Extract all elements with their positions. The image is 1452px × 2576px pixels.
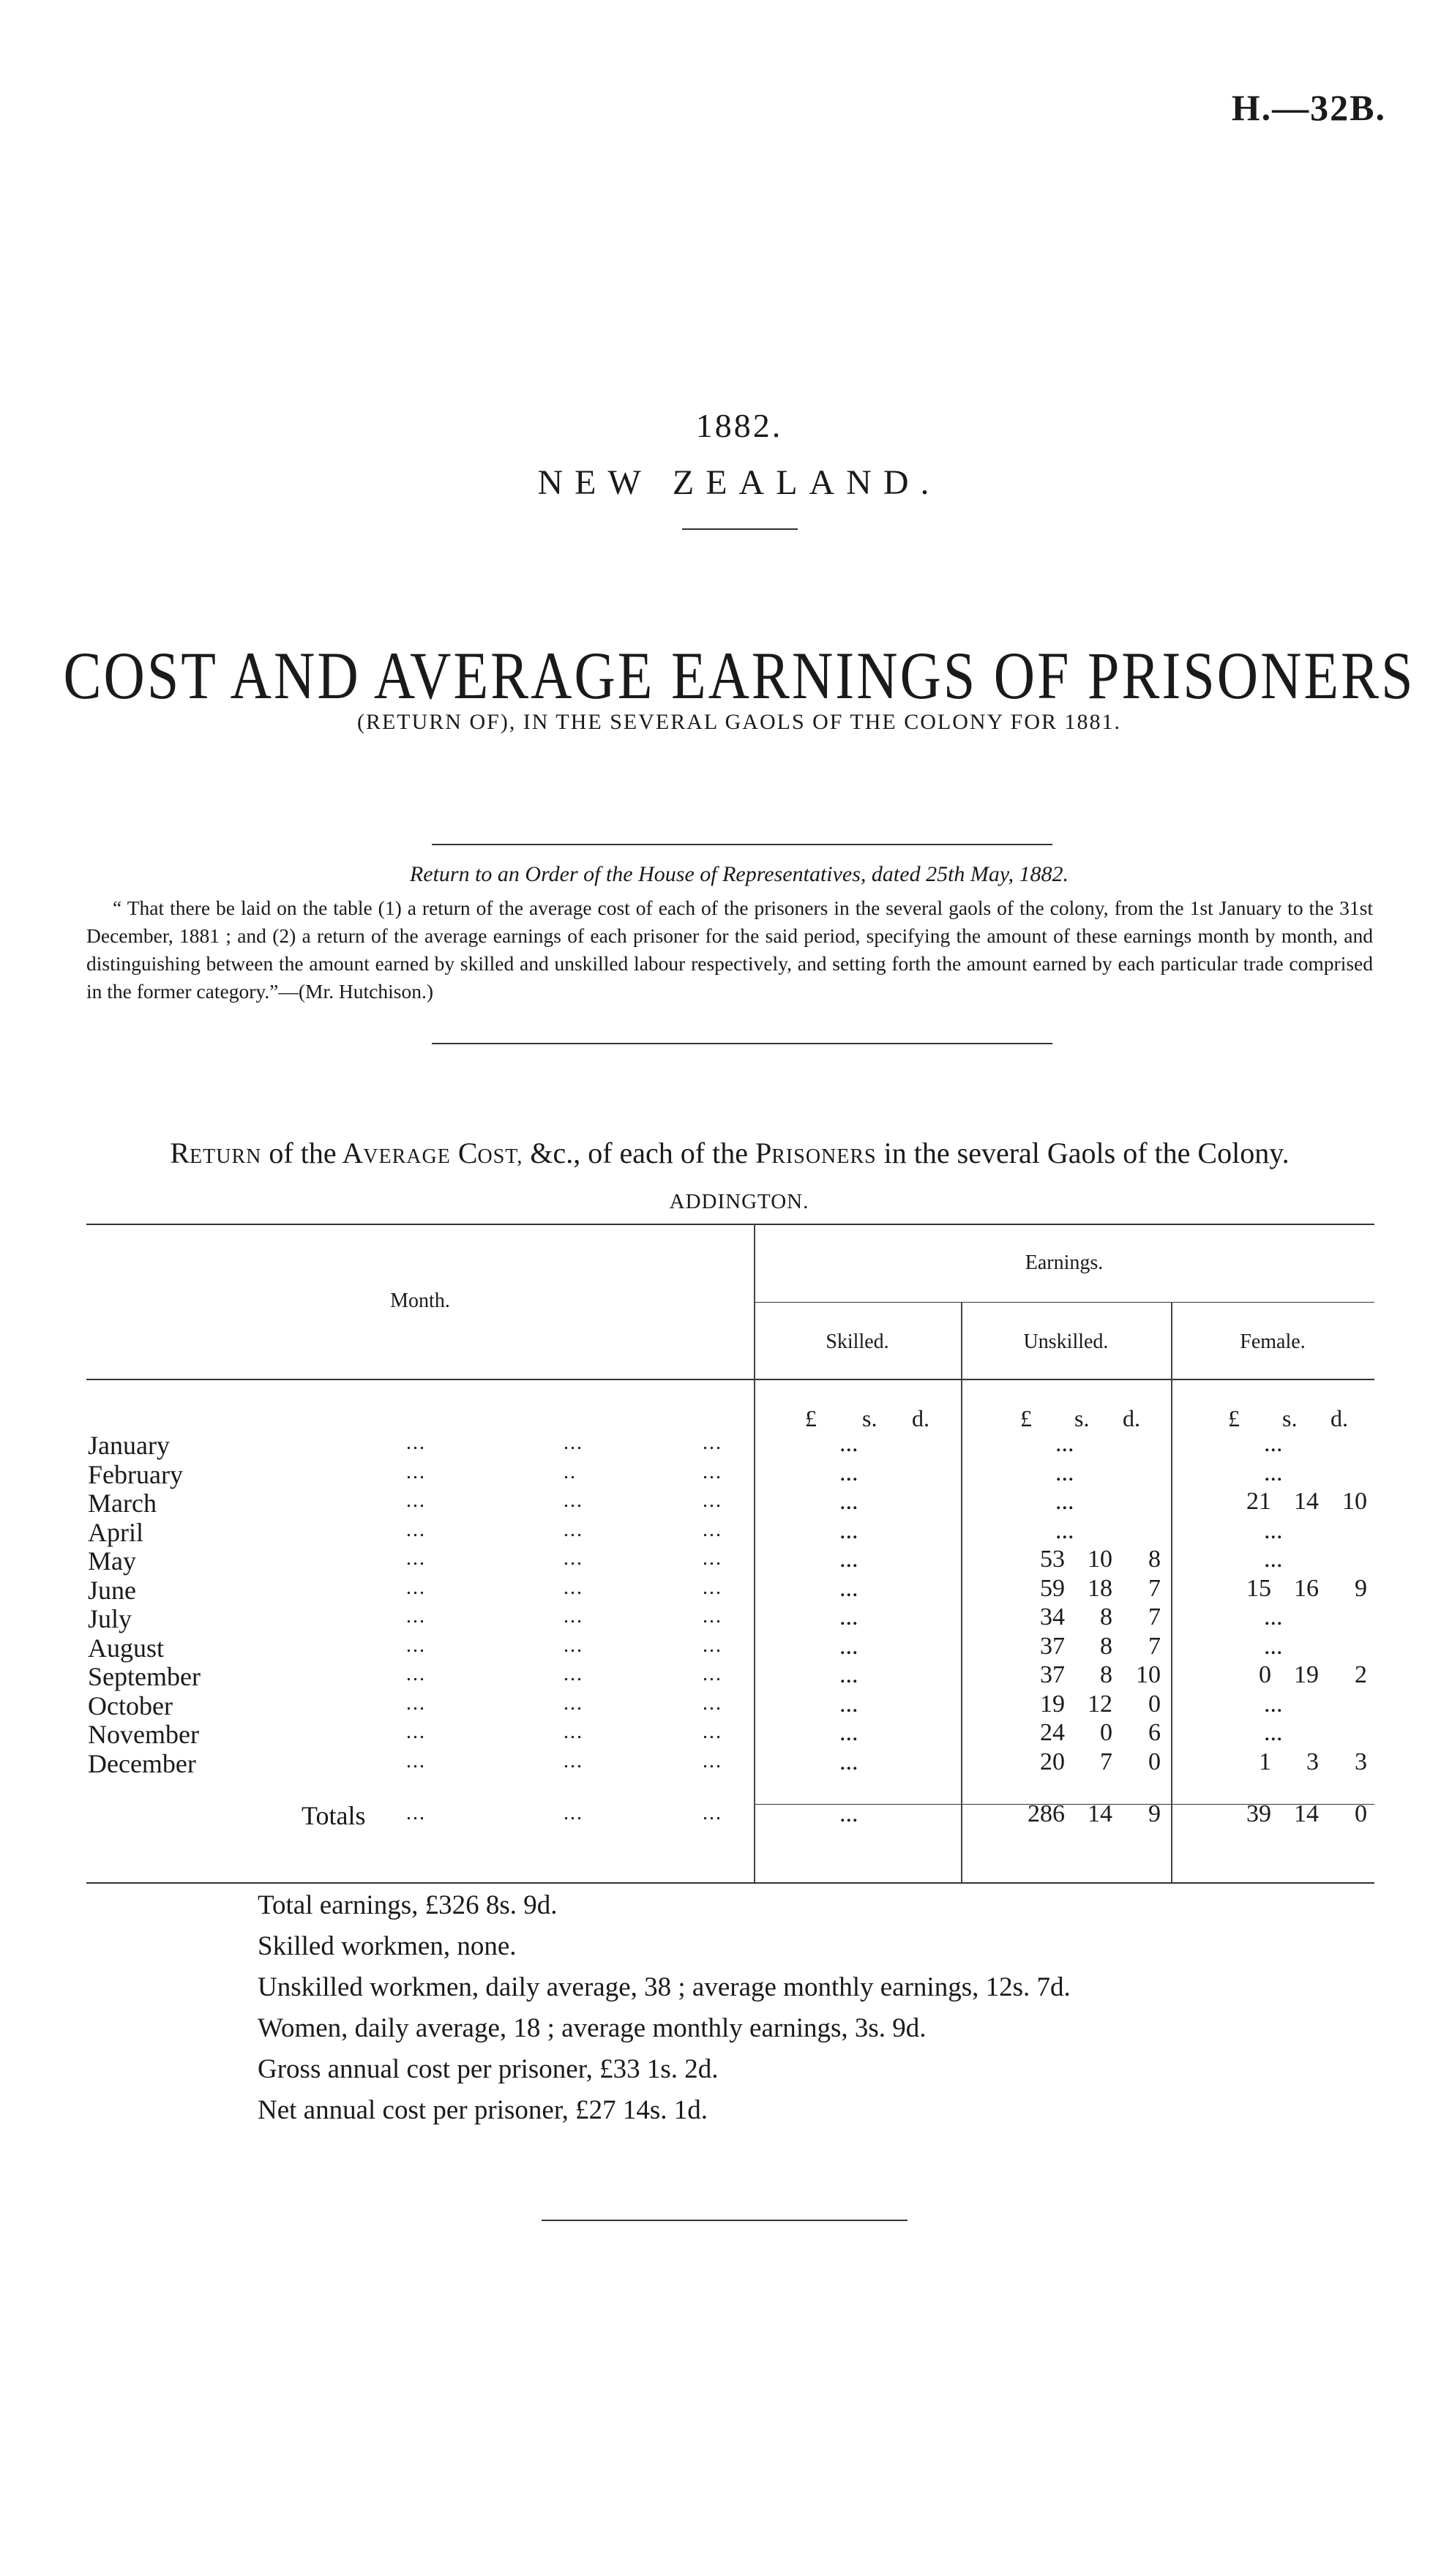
unskilled-ditto: ... bbox=[1055, 1516, 1074, 1544]
unskilled-pounds: 20 bbox=[1040, 1748, 1065, 1775]
leader-dots: ... bbox=[703, 1518, 722, 1541]
female-ditto: ... bbox=[1264, 1690, 1283, 1718]
divider-rule bbox=[432, 844, 1052, 845]
skilled-value: ... bbox=[839, 1516, 858, 1544]
unskilled-pounds: 37 bbox=[1040, 1661, 1065, 1688]
unit-pence: d. bbox=[1331, 1405, 1348, 1431]
leader-dots: ... bbox=[564, 1802, 583, 1824]
leader-dots: ... bbox=[703, 1547, 722, 1570]
unskilled-total-pence: 9 bbox=[1148, 1800, 1161, 1827]
column-divider bbox=[1171, 1302, 1172, 1882]
return-title-word: the bbox=[300, 1137, 337, 1169]
unit-shillings: s. bbox=[862, 1405, 877, 1431]
closing-rule bbox=[542, 2220, 908, 2221]
unskilled-pounds: 19 bbox=[1040, 1690, 1065, 1718]
unit-shillings: s. bbox=[1074, 1405, 1090, 1431]
leader-dots: ... bbox=[406, 1633, 426, 1657]
unskilled-ditto: ... bbox=[1055, 1488, 1074, 1515]
unit-pounds: £ bbox=[805, 1405, 817, 1431]
leader-dots: ... bbox=[406, 1489, 426, 1512]
skilled-value: ... bbox=[839, 1719, 858, 1746]
leader-dots: ... bbox=[406, 1431, 426, 1454]
return-title-word: several bbox=[957, 1137, 1040, 1169]
return-title-word: RETURN bbox=[170, 1137, 262, 1169]
unskilled-shillings: 12 bbox=[1088, 1690, 1112, 1718]
month-label: June bbox=[88, 1575, 136, 1605]
divider-rule bbox=[682, 528, 798, 530]
return-title-word: Colony. bbox=[1197, 1137, 1290, 1169]
leader-dots: ... bbox=[703, 1633, 722, 1657]
leader-dots: ... bbox=[703, 1460, 722, 1483]
gaol-name: ADDINGTON. bbox=[669, 1190, 809, 1213]
female-total-pounds: 39 bbox=[1246, 1800, 1271, 1827]
leader-dots: ... bbox=[406, 1460, 426, 1483]
female-shillings: 16 bbox=[1294, 1574, 1319, 1602]
leader-dots: ... bbox=[564, 1605, 583, 1628]
female-pence: 2 bbox=[1355, 1661, 1367, 1688]
return-title-word: of bbox=[269, 1137, 293, 1169]
leader-dots: ... bbox=[703, 1663, 722, 1685]
unskilled-shillings: 0 bbox=[1100, 1719, 1112, 1746]
return-title-word: PRISONERS bbox=[755, 1137, 877, 1169]
leader-dots: ... bbox=[703, 1489, 722, 1512]
return-title-word: AVERAGE bbox=[342, 1137, 451, 1169]
return-title-word: each bbox=[619, 1137, 673, 1169]
skilled-value: ... bbox=[839, 1574, 858, 1602]
table-bottom-rule bbox=[86, 1882, 1374, 1884]
skilled-total: ... bbox=[839, 1800, 858, 1827]
order-text: “ That there be laid on the table (1) a return of the average cost of each of the prisoners in the several gaols of the colony, from the 1st January to the 31st December, 1881 ; and (2) a return of the average earnings of each prisoner for the said period, specifying the amount of these earnings month by month, and distinguishing between the amount earned by skilled and unskilled labour respectively, and setting forth the amount earned by each particular trade comprised in the former category.”—(Mr. Hutchison.) bbox=[86, 896, 1373, 1003]
order-heading: Return to an Order of the House of Representatives, dated 25th May, 1882. bbox=[409, 862, 1069, 886]
skilled-value: ... bbox=[839, 1546, 858, 1573]
leader-dots: ... bbox=[406, 1518, 426, 1541]
summary-line: Unskilled workmen, daily average, 38 ; average monthly earnings, 12s. 7d. bbox=[258, 1972, 1071, 2002]
skilled-value: ... bbox=[839, 1488, 858, 1515]
female-ditto: ... bbox=[1264, 1719, 1283, 1746]
female-shillings: 14 bbox=[1294, 1488, 1319, 1515]
unskilled-shillings: 8 bbox=[1100, 1661, 1112, 1688]
leader-dots: ... bbox=[564, 1749, 583, 1772]
month-label: January bbox=[88, 1431, 170, 1460]
female-ditto: ... bbox=[1264, 1632, 1283, 1660]
table-top-rule bbox=[86, 1224, 1374, 1225]
skilled-value: ... bbox=[839, 1459, 858, 1486]
page-subtitle: (RETURN OF), IN THE SEVERAL GAOLS OF THE COLONY FOR 1881. bbox=[356, 710, 1121, 734]
female-total-pence: 0 bbox=[1355, 1800, 1367, 1827]
document-year: 1882. bbox=[695, 407, 783, 444]
unskilled-pence: 7 bbox=[1148, 1603, 1161, 1630]
column-header-skilled: Skilled. bbox=[826, 1330, 889, 1353]
skilled-value: ... bbox=[839, 1661, 858, 1688]
unskilled-pounds: 34 bbox=[1040, 1603, 1065, 1630]
summary-line: Women, daily average, 18 ; average monthly earnings, 3s. 9d. bbox=[258, 2013, 927, 2043]
leader-dots: ... bbox=[406, 1721, 426, 1743]
leader-dots: ... bbox=[703, 1691, 722, 1715]
summary-line: Gross annual cost per prisoner, £33 1s. 2d. bbox=[258, 2054, 719, 2084]
unskilled-ditto: ... bbox=[1055, 1459, 1074, 1486]
leader-dots: ... bbox=[564, 1721, 583, 1743]
leader-dots: ... bbox=[703, 1605, 722, 1628]
unskilled-shillings: 10 bbox=[1088, 1546, 1112, 1573]
column-divider bbox=[754, 1224, 755, 1882]
month-label: July bbox=[88, 1604, 132, 1633]
unskilled-shillings: 8 bbox=[1100, 1603, 1112, 1630]
leader-dots: ... bbox=[406, 1576, 426, 1599]
female-ditto: ... bbox=[1264, 1459, 1283, 1486]
female-ditto: ... bbox=[1264, 1516, 1283, 1544]
leader-dots: ... bbox=[406, 1802, 426, 1824]
unit-pounds: £ bbox=[1228, 1405, 1240, 1431]
leader-dots: ... bbox=[564, 1691, 583, 1715]
unskilled-pence: 10 bbox=[1136, 1661, 1161, 1688]
return-title-word: the bbox=[913, 1137, 950, 1169]
unit-pence: d. bbox=[1123, 1405, 1140, 1431]
return-title bbox=[86, 1136, 1373, 1170]
leader-dots: ... bbox=[703, 1749, 722, 1772]
leader-dots: .. bbox=[564, 1460, 577, 1483]
header-bottom-rule bbox=[86, 1379, 1374, 1380]
unit-pounds: £ bbox=[1020, 1405, 1032, 1431]
female-pence: 3 bbox=[1355, 1748, 1367, 1775]
month-label: October bbox=[88, 1690, 173, 1721]
skilled-value: ... bbox=[839, 1603, 858, 1630]
unskilled-shillings: 8 bbox=[1100, 1632, 1112, 1660]
unskilled-shillings: 7 bbox=[1100, 1748, 1112, 1775]
return-title-word: of bbox=[680, 1137, 706, 1169]
return-title-word: of bbox=[1123, 1137, 1148, 1169]
column-header-unskilled: Unskilled. bbox=[1023, 1330, 1109, 1353]
unskilled-pence: 0 bbox=[1148, 1690, 1161, 1718]
leader-dots: ... bbox=[703, 1431, 722, 1454]
summary-line: Total earnings, £326 8s. 9d. bbox=[258, 1890, 558, 1920]
column-header-earnings: Earnings. bbox=[1025, 1251, 1104, 1274]
leader-dots: ... bbox=[703, 1721, 722, 1743]
unskilled-pence: 7 bbox=[1148, 1574, 1161, 1602]
month-label: December bbox=[88, 1748, 196, 1778]
divider-rule bbox=[432, 1043, 1052, 1044]
return-title-word: Gaols bbox=[1047, 1137, 1116, 1169]
unskilled-pence: 6 bbox=[1148, 1719, 1161, 1746]
female-pence: 9 bbox=[1355, 1574, 1367, 1602]
skilled-value: ... bbox=[839, 1690, 858, 1718]
leader-dots: ... bbox=[406, 1749, 426, 1772]
earnings-subheader-rule bbox=[754, 1302, 1374, 1303]
return-title-word: COST, bbox=[457, 1137, 523, 1169]
summary-line: Net annual cost per prisoner, £27 14s. 1d. bbox=[258, 2095, 708, 2125]
month-label: August bbox=[88, 1633, 165, 1663]
leader-dots: ... bbox=[564, 1547, 583, 1570]
female-total-shillings: 14 bbox=[1294, 1800, 1319, 1827]
country-heading: NEW ZEALAND. bbox=[537, 463, 941, 502]
leader-dots: ... bbox=[703, 1802, 722, 1824]
summary-line: Skilled workmen, none. bbox=[258, 1931, 517, 1961]
female-pounds: 15 bbox=[1246, 1574, 1271, 1602]
column-header-female: Female. bbox=[1240, 1330, 1306, 1353]
unskilled-pence: 7 bbox=[1148, 1632, 1161, 1660]
totals-label: Totals bbox=[302, 1801, 366, 1830]
female-pounds: 0 bbox=[1259, 1661, 1271, 1688]
unskilled-pence: 8 bbox=[1148, 1546, 1161, 1573]
leader-dots: ... bbox=[406, 1547, 426, 1570]
leader-dots: ... bbox=[564, 1663, 583, 1685]
unskilled-pounds: 53 bbox=[1040, 1546, 1065, 1573]
skilled-value: ... bbox=[839, 1632, 858, 1660]
leader-dots: ... bbox=[703, 1576, 722, 1599]
unskilled-pence: 0 bbox=[1148, 1748, 1161, 1775]
column-header-month: Month. bbox=[390, 1289, 450, 1312]
month-label: February bbox=[88, 1459, 183, 1489]
return-title-word: of bbox=[588, 1137, 613, 1169]
female-shillings: 19 bbox=[1294, 1661, 1319, 1688]
leader-dots: ... bbox=[564, 1431, 583, 1454]
month-label: May bbox=[88, 1546, 136, 1576]
unit-shillings: s. bbox=[1282, 1405, 1298, 1431]
unskilled-total-pounds: 286 bbox=[1028, 1800, 1065, 1827]
female-shillings: 3 bbox=[1306, 1748, 1319, 1775]
female-ditto: ... bbox=[1264, 1546, 1283, 1573]
unskilled-total-shillings: 14 bbox=[1088, 1800, 1112, 1827]
page-reference: H.—32B. bbox=[1231, 87, 1386, 128]
return-title-word: the bbox=[1154, 1137, 1191, 1169]
female-pence: 10 bbox=[1342, 1488, 1367, 1515]
column-divider bbox=[961, 1302, 962, 1882]
unskilled-shillings: 18 bbox=[1088, 1574, 1112, 1602]
return-title-word: the bbox=[712, 1137, 748, 1169]
month-label: November bbox=[88, 1720, 199, 1749]
unskilled-pounds: 24 bbox=[1040, 1719, 1065, 1746]
leader-dots: ... bbox=[564, 1518, 583, 1541]
unskilled-pounds: 37 bbox=[1040, 1632, 1065, 1660]
return-title-word: &c., bbox=[530, 1137, 581, 1169]
month-label: March bbox=[88, 1489, 157, 1518]
leader-dots: ... bbox=[406, 1663, 426, 1685]
skilled-value: ... bbox=[839, 1430, 858, 1457]
leader-dots: ... bbox=[564, 1633, 583, 1657]
female-pounds: 1 bbox=[1259, 1748, 1271, 1775]
leader-dots: ... bbox=[406, 1691, 426, 1715]
unskilled-pounds: 59 bbox=[1040, 1574, 1065, 1602]
skilled-value: ... bbox=[839, 1748, 858, 1775]
female-ditto: ... bbox=[1264, 1430, 1283, 1457]
leader-dots: ... bbox=[564, 1489, 583, 1512]
page-title: COST AND AVERAGE EARNINGS OF PRISONERS bbox=[63, 637, 1415, 713]
month-label: April bbox=[88, 1517, 143, 1547]
unskilled-ditto: ... bbox=[1055, 1430, 1074, 1457]
leader-dots: ... bbox=[406, 1605, 426, 1628]
month-label: September bbox=[88, 1662, 201, 1691]
return-title-word: in bbox=[883, 1137, 907, 1169]
female-ditto: ... bbox=[1264, 1603, 1283, 1630]
unit-pence: d. bbox=[912, 1405, 929, 1431]
female-pounds: 21 bbox=[1246, 1488, 1271, 1515]
leader-dots: ... bbox=[564, 1576, 583, 1599]
